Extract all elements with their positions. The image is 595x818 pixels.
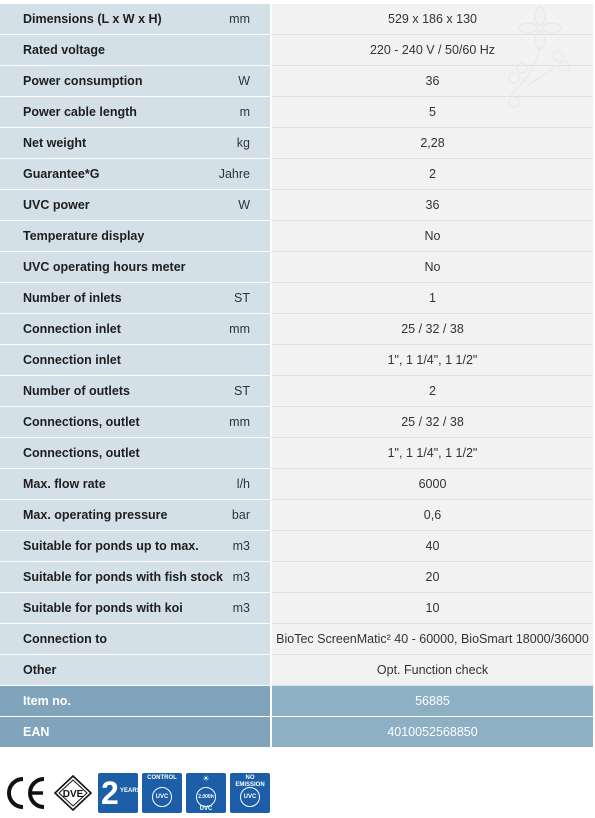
spec-unit: W — [238, 198, 250, 212]
table-row — [0, 500, 593, 531]
spec-label: Power consumption — [23, 74, 143, 88]
spec-value: 2 — [272, 376, 593, 407]
spec-value: 1 — [272, 283, 593, 314]
hours-sun-icon: ☀ — [202, 774, 210, 783]
spec-unit: l/h — [236, 477, 250, 491]
spec-label: Connection inlet — [23, 353, 121, 367]
table-row — [0, 128, 593, 159]
spec-label: Item no. — [23, 694, 71, 708]
spec-unit: mm — [229, 322, 250, 336]
spec-unit: mm — [229, 12, 250, 26]
table-row — [0, 593, 593, 624]
spec-label: Connection to — [23, 632, 108, 646]
spec-value: 36 — [272, 190, 593, 221]
spec-value: No — [272, 221, 593, 252]
spec-label-cell — [0, 128, 272, 159]
table-row — [0, 97, 593, 128]
spec-label-cell — [0, 531, 272, 562]
spec-unit: m3 — [232, 570, 250, 584]
spec-label: Connections, outlet — [23, 446, 140, 460]
spec-label-cell — [0, 686, 272, 717]
spec-value: 5 — [272, 97, 593, 128]
spec-label-cell — [0, 35, 272, 66]
spec-value: 2,28 — [272, 128, 593, 159]
spec-label: Other — [23, 663, 57, 677]
spec-unit: kg — [236, 136, 250, 150]
spec-label: Net weight — [23, 136, 87, 150]
spec-label: Number of outlets — [23, 384, 130, 398]
spec-unit: m — [239, 105, 250, 119]
table-row — [0, 283, 593, 314]
hours-circle: 2.000h — [196, 787, 216, 807]
spec-label-cell — [0, 376, 272, 407]
table-row — [0, 562, 593, 593]
table-row — [0, 159, 593, 190]
table-row — [0, 655, 593, 686]
spec-value: BioTec ScreenMatic² 40 - 60000, BioSmart 18000/36000 — [272, 624, 593, 655]
hours-inner-text: UVC — [199, 806, 213, 812]
spec-label: EAN — [23, 725, 50, 739]
spec-value: 1", 1 1/4", 1 1/2" — [272, 345, 593, 376]
spec-label: Max. operating pressure — [23, 508, 168, 522]
spec-value: 10 — [272, 593, 593, 624]
spec-label: Dimensions (L x W x H) — [23, 12, 162, 26]
spec-label-cell — [0, 283, 272, 314]
spec-unit: Jahre — [218, 167, 250, 181]
spec-label: Max. flow rate — [23, 477, 106, 491]
spec-label: Number of inlets — [23, 291, 122, 305]
spec-value: 1", 1 1/4", 1 1/2" — [272, 438, 593, 469]
table-row — [0, 531, 593, 562]
spec-label-cell — [0, 66, 272, 97]
table-row — [0, 66, 593, 97]
spec-label-cell — [0, 97, 272, 128]
spec-value: 20 — [272, 562, 593, 593]
spec-value: 25 / 32 / 38 — [272, 407, 593, 438]
spec-label-cell — [0, 190, 272, 221]
spec-label: Suitable for ponds with fish stock — [23, 570, 224, 584]
spec-label-cell — [0, 469, 272, 500]
control-text: CONTROL — [147, 775, 177, 781]
table-row — [0, 314, 593, 345]
table-row — [0, 624, 593, 655]
spec-unit: ST — [234, 384, 250, 398]
spec-value: 220 - 240 V / 50/60 Hz — [272, 35, 593, 66]
spec-unit: mm — [229, 415, 250, 429]
svg-text:DVE: DVE — [62, 789, 84, 800]
spec-label: UVC power — [23, 198, 90, 212]
spec-label: Connection inlet — [23, 322, 121, 336]
spec-unit: m3 — [232, 601, 250, 615]
spec-label-cell — [0, 159, 272, 190]
table-row — [0, 35, 593, 66]
spec-label-cell — [0, 593, 272, 624]
spec-label: Guarantee*G — [23, 167, 100, 181]
spec-unit: bar — [231, 508, 250, 522]
spec-value: 2 — [272, 159, 593, 190]
spec-value: 40 — [272, 531, 593, 562]
spec-label-cell — [0, 252, 272, 283]
spec-label-cell — [0, 624, 272, 655]
table-row — [0, 717, 593, 748]
no-emission-badge — [230, 773, 270, 813]
spec-label-cell — [0, 407, 272, 438]
spec-value: 25 / 32 / 38 — [272, 314, 593, 345]
spec-value: 6000 — [272, 469, 593, 500]
spec-unit: m3 — [232, 539, 250, 553]
spec-value: 36 — [272, 66, 593, 97]
spec-unit: W — [238, 74, 250, 88]
years-text: YEARS — [120, 788, 141, 794]
table-row — [0, 686, 593, 717]
spec-table — [0, 4, 593, 748]
spec-label-cell — [0, 438, 272, 469]
spec-label: Suitable for ponds with koi — [23, 601, 183, 615]
uvc-hours-badge — [186, 773, 226, 813]
spec-value: 4010052568850 — [272, 717, 593, 748]
spec-value: No — [272, 252, 593, 283]
table-row — [0, 469, 593, 500]
two-years-warranty-badge — [98, 773, 141, 813]
spec-label-cell — [0, 500, 272, 531]
table-row — [0, 4, 593, 35]
spec-unit: ST — [234, 291, 250, 305]
control-circle: UVC — [152, 787, 172, 807]
spec-label: Connections, outlet — [23, 415, 140, 429]
spec-label-cell — [0, 655, 272, 686]
table-row — [0, 190, 593, 221]
spec-label-cell — [0, 314, 272, 345]
spec-label: Power cable length — [23, 105, 137, 119]
spec-label: Rated voltage — [23, 43, 105, 57]
table-row — [0, 438, 593, 469]
spec-value: 0,6 — [272, 500, 593, 531]
uvc-control-badge — [142, 773, 182, 813]
vde-mark-icon — [52, 773, 94, 813]
table-row — [0, 376, 593, 407]
table-row — [0, 252, 593, 283]
spec-label-cell — [0, 562, 272, 593]
years-number: 2 — [101, 775, 119, 811]
spec-value: 529 x 186 x 130 — [272, 4, 593, 35]
table-row — [0, 345, 593, 376]
spec-value: 56885 — [272, 686, 593, 717]
ce-mark-icon — [4, 773, 48, 813]
spec-label: Suitable for ponds up to max. — [23, 539, 199, 553]
no-emission-circle: UVC — [240, 787, 260, 807]
spec-value: Opt. Function check — [272, 655, 593, 686]
spec-label-cell — [0, 717, 272, 748]
table-row — [0, 221, 593, 252]
table-row — [0, 407, 593, 438]
spec-label: UVC operating hours meter — [23, 260, 186, 274]
no-emission-text: NO EMISSION — [235, 775, 265, 788]
spec-label-cell — [0, 345, 272, 376]
spec-label-cell — [0, 4, 272, 35]
spec-label: Temperature display — [23, 229, 145, 243]
spec-label-cell — [0, 221, 272, 252]
certification-badges — [4, 771, 270, 815]
